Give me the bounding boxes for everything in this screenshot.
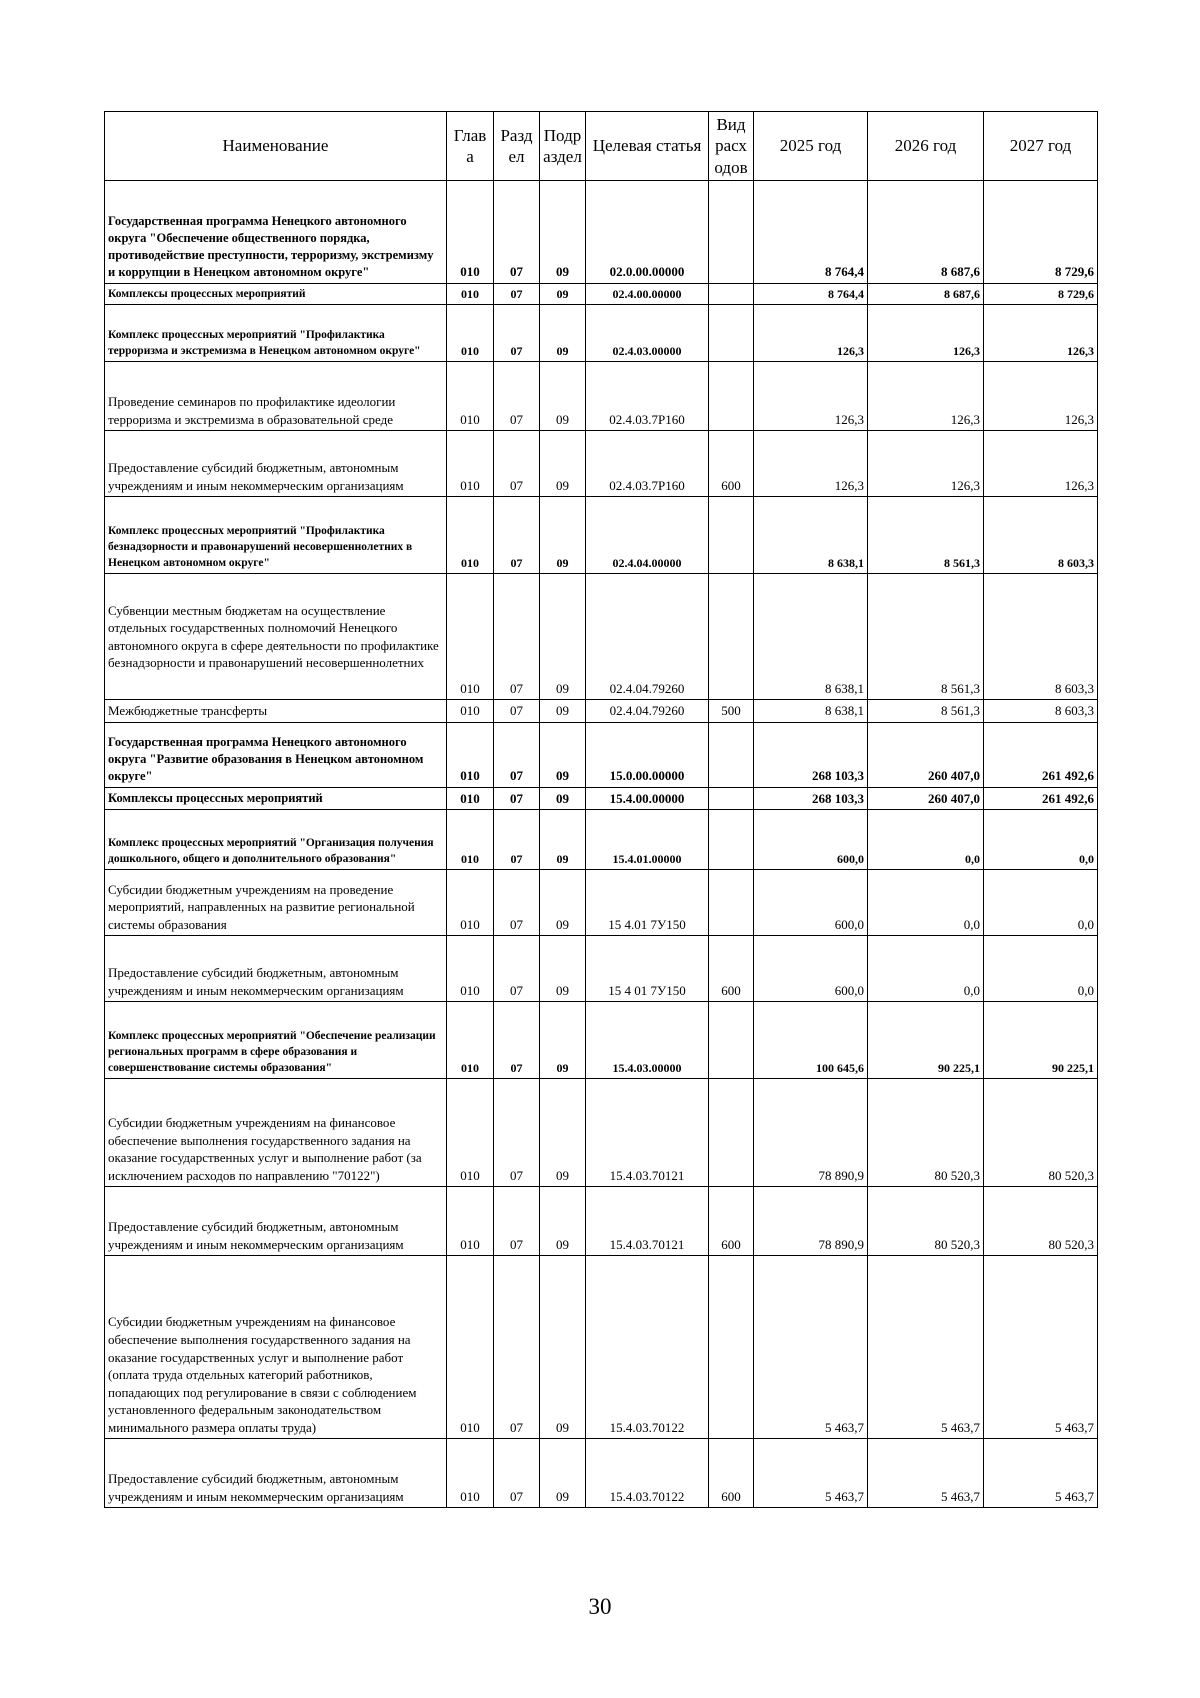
row-article: 02.4.03.7Р160 (586, 362, 709, 431)
row-razdel: 07 (494, 1079, 540, 1187)
row-glava: 010 (447, 284, 494, 305)
row-vid: 600 (709, 1439, 754, 1508)
row-2027: 0,0 (984, 870, 1098, 936)
row-podrazdel: 09 (540, 870, 586, 936)
row-name: Предоставление субсидий бюджетным, автономным учреждениям и иным некоммерческим организациям (105, 1439, 447, 1508)
row-2025: 126,3 (754, 362, 868, 431)
table-row (105, 936, 1098, 1002)
row-podrazdel: 09 (540, 305, 586, 362)
row-2026: 260 407,0 (868, 722, 984, 787)
row-2027: 90 225,1 (984, 1002, 1098, 1079)
table-row (105, 810, 1098, 870)
row-vid (709, 305, 754, 362)
row-razdel: 07 (494, 1256, 540, 1439)
row-article: 15.4.03.70121 (586, 1187, 709, 1256)
row-article: 15.0.00.00000 (586, 722, 709, 787)
row-glava: 010 (447, 181, 494, 284)
row-2027: 126,3 (984, 305, 1098, 362)
row-razdel: 07 (494, 700, 540, 723)
row-2026: 126,3 (868, 431, 984, 497)
row-razdel: 07 (494, 1002, 540, 1079)
row-2025: 78 890,9 (754, 1079, 868, 1187)
row-2026: 126,3 (868, 305, 984, 362)
budget-table (104, 111, 1098, 1508)
row-2027: 126,3 (984, 431, 1098, 497)
row-2026: 8 561,3 (868, 497, 984, 574)
page-number: 30 (588, 1594, 612, 1619)
row-podrazdel: 09 (540, 787, 586, 810)
row-razdel: 07 (494, 574, 540, 700)
row-glava: 010 (447, 722, 494, 787)
table-row (105, 700, 1098, 723)
row-2026: 5 463,7 (868, 1256, 984, 1439)
table-row (105, 870, 1098, 936)
row-glava: 010 (447, 700, 494, 723)
row-article: 15 4.01 7У150 (586, 870, 709, 936)
table-row (105, 1256, 1098, 1439)
row-name: Комплексы процессных мероприятий (105, 284, 447, 305)
row-razdel: 07 (494, 181, 540, 284)
row-vid (709, 722, 754, 787)
row-2025: 8 638,1 (754, 574, 868, 700)
row-podrazdel: 09 (540, 431, 586, 497)
row-vid: 600 (709, 936, 754, 1002)
row-2025: 600,0 (754, 870, 868, 936)
row-article: 02.4.03.00000 (586, 305, 709, 362)
row-2026: 260 407,0 (868, 787, 984, 810)
row-2026: 0,0 (868, 936, 984, 1002)
row-vid: 600 (709, 1187, 754, 1256)
row-article: 02.4.03.7Р160 (586, 431, 709, 497)
row-2026: 8 687,6 (868, 284, 984, 305)
row-razdel: 07 (494, 284, 540, 305)
row-razdel: 07 (494, 1187, 540, 1256)
row-razdel: 07 (494, 305, 540, 362)
row-2027: 0,0 (984, 936, 1098, 1002)
row-article: 02.0.00.00000 (586, 181, 709, 284)
row-podrazdel: 09 (540, 810, 586, 870)
row-2027: 126,3 (984, 362, 1098, 431)
row-glava: 010 (447, 870, 494, 936)
row-2025: 100 645,6 (754, 1002, 868, 1079)
row-2025: 5 463,7 (754, 1439, 868, 1508)
row-razdel: 07 (494, 787, 540, 810)
row-2027: 8 729,6 (984, 181, 1098, 284)
row-razdel: 07 (494, 362, 540, 431)
row-2025: 8 764,4 (754, 284, 868, 305)
row-article: 02.4.00.00000 (586, 284, 709, 305)
row-2027: 8 603,3 (984, 497, 1098, 574)
row-podrazdel: 09 (540, 1256, 586, 1439)
row-2026: 5 463,7 (868, 1439, 984, 1508)
row-2027: 261 492,6 (984, 722, 1098, 787)
row-razdel: 07 (494, 1439, 540, 1508)
row-2026: 0,0 (868, 810, 984, 870)
row-razdel: 07 (494, 431, 540, 497)
row-glava: 010 (447, 362, 494, 431)
row-article: 15.4.00.00000 (586, 787, 709, 810)
row-2025: 126,3 (754, 305, 868, 362)
row-name: Межбюджетные трансферты (105, 700, 447, 723)
table-header-row (105, 112, 1098, 181)
row-vid (709, 1256, 754, 1439)
row-2025: 8 638,1 (754, 700, 868, 723)
row-podrazdel: 09 (540, 722, 586, 787)
row-2027: 5 463,7 (984, 1439, 1098, 1508)
row-2025: 600,0 (754, 810, 868, 870)
row-2027: 0,0 (984, 810, 1098, 870)
row-name: Комплекс процессных мероприятий "Организация получения дошкольного, общего и дополнительного образования" (105, 810, 447, 870)
row-glava: 010 (447, 810, 494, 870)
table-row (105, 362, 1098, 431)
row-vid (709, 810, 754, 870)
header-celevaya-statya: Целевая статья (586, 112, 709, 181)
row-name: Комплекс процессных мероприятий "Профилактика безнадзорности и правонарушений несовершеннолетних в Ненецком автономном округе" (105, 497, 447, 574)
row-2025: 78 890,9 (754, 1187, 868, 1256)
row-podrazdel: 09 (540, 284, 586, 305)
row-name: Предоставление субсидий бюджетным, автономным учреждениям и иным некоммерческим организациям (105, 1187, 447, 1256)
row-article: 15.4.03.70122 (586, 1439, 709, 1508)
row-2027: 8 603,3 (984, 700, 1098, 723)
table-row (105, 431, 1098, 497)
row-name: Субсидии бюджетным учреждениям на проведение мероприятий, направленных на развитие региональной системы образования (105, 870, 447, 936)
row-glava: 010 (447, 1256, 494, 1439)
row-name: Субсидии бюджетным учреждениям на финансовое обеспечение выполнения государственного задания на оказание государственных услуг и выполнение работ (оплата труда отдельных категорий работников, попадающих под регулирование в связи с соблюдением установленного федеральным законодательством минимального размера оплаты труда) (105, 1256, 447, 1439)
row-podrazdel: 09 (540, 574, 586, 700)
row-vid (709, 574, 754, 700)
row-glava: 010 (447, 1439, 494, 1508)
row-article: 15.4.03.00000 (586, 1002, 709, 1079)
row-razdel: 07 (494, 722, 540, 787)
row-article: 02.4.04.79260 (586, 574, 709, 700)
row-name: Государственная программа Ненецкого автономного округа "Обеспечение общественного порядка, противодействие преступности, терроризму, экстремизму и коррупции в Ненецком автономном округе" (105, 181, 447, 284)
row-podrazdel: 09 (540, 936, 586, 1002)
row-name: Комплекс процессных мероприятий "Обеспечение реализации региональных программ в сфере образования и совершенствование системы образования" (105, 1002, 447, 1079)
row-article: 02.4.04.79260 (586, 700, 709, 723)
header-year-2025: 2025 год (754, 112, 868, 181)
row-vid (709, 362, 754, 431)
row-2027: 80 520,3 (984, 1079, 1098, 1187)
row-podrazdel: 09 (540, 700, 586, 723)
row-podrazdel: 09 (540, 181, 586, 284)
row-article: 02.4.04.00000 (586, 497, 709, 574)
row-article: 15.4.03.70121 (586, 1079, 709, 1187)
row-name: Государственная программа Ненецкого автономного округа "Развитие образования в Ненецком автономном округе" (105, 722, 447, 787)
header-year-2027: 2027 год (984, 112, 1098, 181)
row-glava: 010 (447, 574, 494, 700)
row-glava: 010 (447, 1002, 494, 1079)
row-2026: 8 561,3 (868, 574, 984, 700)
row-article: 15.4.01.00000 (586, 810, 709, 870)
row-2027: 8 729,6 (984, 284, 1098, 305)
row-vid (709, 870, 754, 936)
row-2027: 5 463,7 (984, 1256, 1098, 1439)
row-2026: 8 561,3 (868, 700, 984, 723)
row-name: Предоставление субсидий бюджетным, автономным учреждениям и иным некоммерческим организациям (105, 431, 447, 497)
row-podrazdel: 09 (540, 1187, 586, 1256)
row-name: Субсидии бюджетным учреждениям на финансовое обеспечение выполнения государственного задания на оказание государственных услуг и выполнение работ (за исключением расходов по направлению "70122") (105, 1079, 447, 1187)
row-2026: 90 225,1 (868, 1002, 984, 1079)
row-glava: 010 (447, 1187, 494, 1256)
row-vid (709, 787, 754, 810)
row-2025: 600,0 (754, 936, 868, 1002)
row-podrazdel: 09 (540, 1439, 586, 1508)
row-podrazdel: 09 (540, 1079, 586, 1187)
row-2025: 8 764,4 (754, 181, 868, 284)
row-2025: 268 103,3 (754, 787, 868, 810)
row-podrazdel: 09 (540, 362, 586, 431)
row-2027: 8 603,3 (984, 574, 1098, 700)
table-row (105, 181, 1098, 284)
row-vid (709, 1002, 754, 1079)
row-2025: 126,3 (754, 431, 868, 497)
table-row (105, 1079, 1098, 1187)
row-name: Комплексы процессных мероприятий (105, 787, 447, 810)
header-name: Наименование (105, 112, 447, 181)
header-podrazdel: Подр аздел (540, 112, 586, 181)
row-2026: 80 520,3 (868, 1187, 984, 1256)
row-podrazdel: 09 (540, 1002, 586, 1079)
row-razdel: 07 (494, 810, 540, 870)
row-name: Проведение семинаров по профилактике идеологии терроризма и экстремизма в образовательной среде (105, 362, 447, 431)
row-vid (709, 497, 754, 574)
table-row (105, 787, 1098, 810)
row-podrazdel: 09 (540, 497, 586, 574)
header-razdel: Разд ел (494, 112, 540, 181)
header-vid-raskhodov: Вид расх одов (709, 112, 754, 181)
table-row (105, 305, 1098, 362)
row-razdel: 07 (494, 870, 540, 936)
table-row (105, 1187, 1098, 1256)
row-glava: 010 (447, 787, 494, 810)
row-2025: 8 638,1 (754, 497, 868, 574)
row-vid: 500 (709, 700, 754, 723)
header-year-2026: 2026 год (868, 112, 984, 181)
table-row (105, 1439, 1098, 1508)
table-row (105, 1002, 1098, 1079)
row-glava: 010 (447, 431, 494, 497)
row-2025: 268 103,3 (754, 722, 868, 787)
table-row (105, 284, 1098, 305)
row-2025: 5 463,7 (754, 1256, 868, 1439)
table-body (105, 181, 1098, 1508)
row-name: Субвенции местным бюджетам на осуществление отдельных государственных полномочий Ненецкого автономного округа в сфере деятельности по профилактике безнадзорности и правонарушений несовершеннолетних (105, 574, 447, 700)
table-row (105, 722, 1098, 787)
row-article: 15.4.03.70122 (586, 1256, 709, 1439)
row-2026: 8 687,6 (868, 181, 984, 284)
row-2026: 0,0 (868, 870, 984, 936)
table-row (105, 574, 1098, 700)
row-razdel: 07 (494, 497, 540, 574)
table-row (105, 497, 1098, 574)
row-2026: 126,3 (868, 362, 984, 431)
row-2026: 80 520,3 (868, 1079, 984, 1187)
row-vid: 600 (709, 431, 754, 497)
row-name: Комплекс процессных мероприятий "Профилактика терроризма и экстремизма в Ненецком автономном округе" (105, 305, 447, 362)
row-vid (709, 1079, 754, 1187)
row-glava: 010 (447, 305, 494, 362)
row-2027: 261 492,6 (984, 787, 1098, 810)
row-glava: 010 (447, 936, 494, 1002)
row-vid (709, 181, 754, 284)
row-article: 15 4 01 7У150 (586, 936, 709, 1002)
header-glava: Глав а (447, 112, 494, 181)
row-razdel: 07 (494, 936, 540, 1002)
row-glava: 010 (447, 1079, 494, 1187)
row-vid (709, 284, 754, 305)
row-name: Предоставление субсидий бюджетным, автономным учреждениям и иным некоммерческим организациям (105, 936, 447, 1002)
row-2027: 80 520,3 (984, 1187, 1098, 1256)
row-glava: 010 (447, 497, 494, 574)
